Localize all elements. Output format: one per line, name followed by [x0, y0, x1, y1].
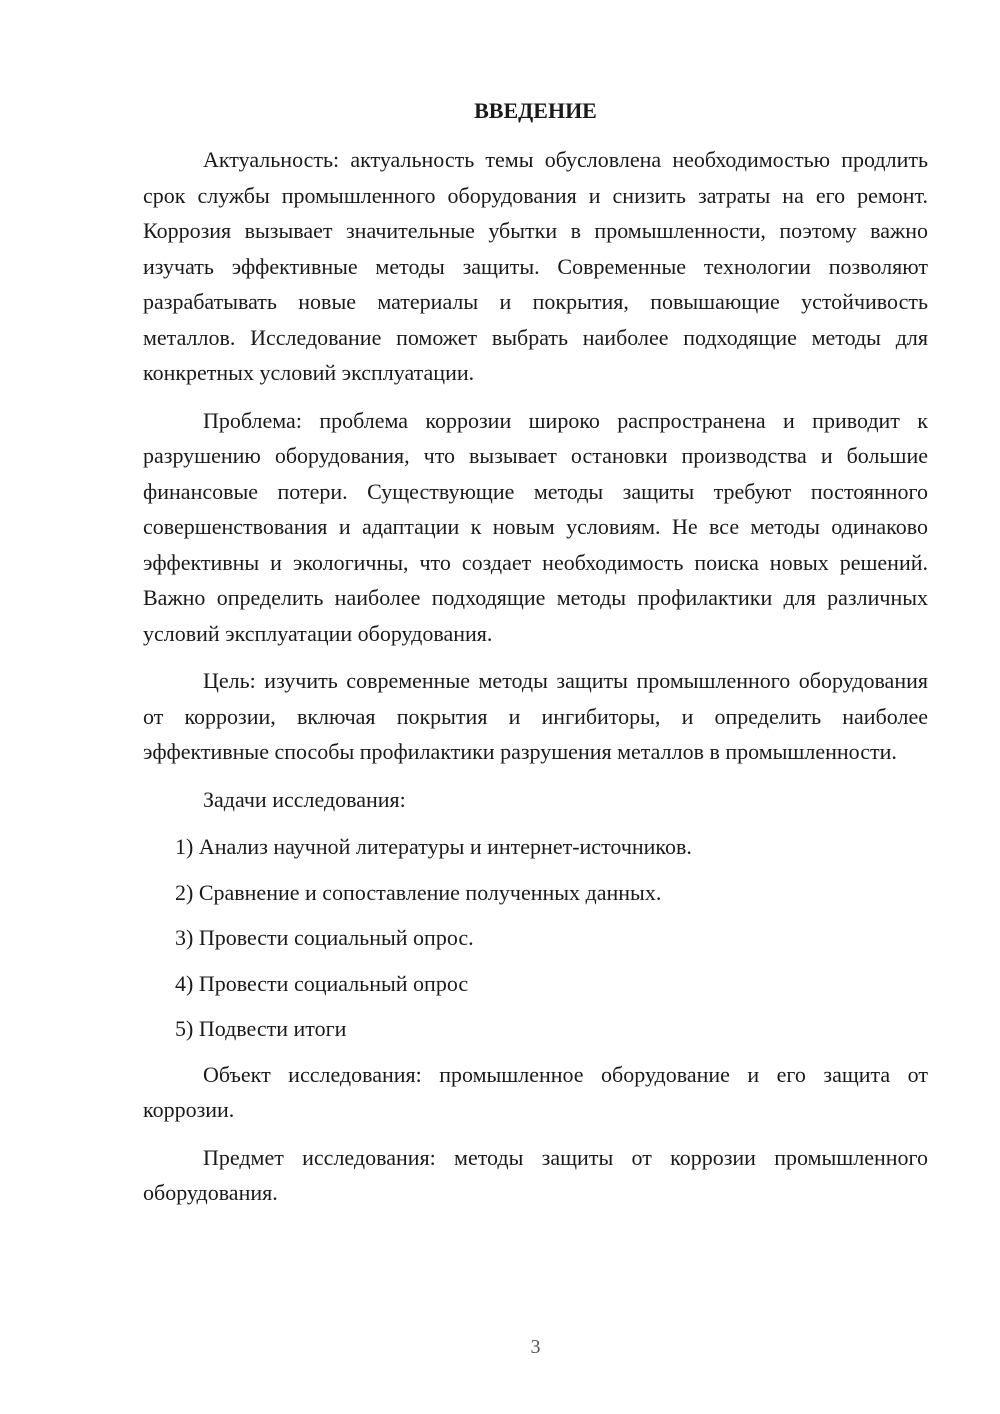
paragraph-subject: Предмет исследования: методы защиты от коррозии промышленного оборудования.: [143, 1144, 928, 1205]
paragraph-object: Объект исследования: промышленное оборудование и его защита от коррозии.: [143, 1061, 928, 1122]
paragraph-relevance: Актуальность: актуальность темы обусловлена необходимостью продлить срок службы промышленного оборудования и снизить затраты на его ремонт. Коррозия вызывает значительные убытки в промышленности, поэтому важно изучать эффективные методы защиты. Современные технологии позволяют разрабатывать новые материалы и покрытия, повышающие устойчивость металлов. Исследование поможет выбрать наиболее подходящие методы для конкретных условий эксплуатации.: [143, 147, 928, 385]
list-item: 4) Провести социальный опрос: [175, 970, 469, 996]
list-item: 5) Подвести итоги: [175, 1016, 347, 1041]
page-body: [143, 142, 928, 1223]
list-item: 3) Провести социальный опрос.: [175, 925, 474, 950]
paragraph-goal: Цель: изучить современные методы защиты промышленного оборудования от коррозии, включая покрытия и ингибиторы, и определить наиболее эффективные способы профилактики разрушения металлов в промышленности.: [143, 668, 928, 764]
list-item: 2) Сравнение и сопоставление полученных данных.: [175, 879, 662, 905]
page-number: 3: [530, 1336, 541, 1358]
tasks-list: [143, 829, 928, 1047]
page-heading: ВВЕДЕНИЕ: [474, 98, 597, 123]
paragraph-tasks-intro: Задачи исследования:: [203, 786, 406, 812]
paragraph-problem: Проблема: проблема коррозии широко распространена и приводит к разрушению оборудования, что вызывает остановки производства и большие финансовые потери. Существующие методы защиты требуют постоянного совершенствования и адаптации к новым условиям. Не все методы одинаково эффективны и экологичны, что создает необходимость поиска новых решений. Важно определить наиболее подходящие методы профилактики для различных условий эксплуатации оборудования.: [143, 407, 928, 646]
list-item: 1) Анализ научной литературы и интернет-источников.: [175, 834, 692, 859]
